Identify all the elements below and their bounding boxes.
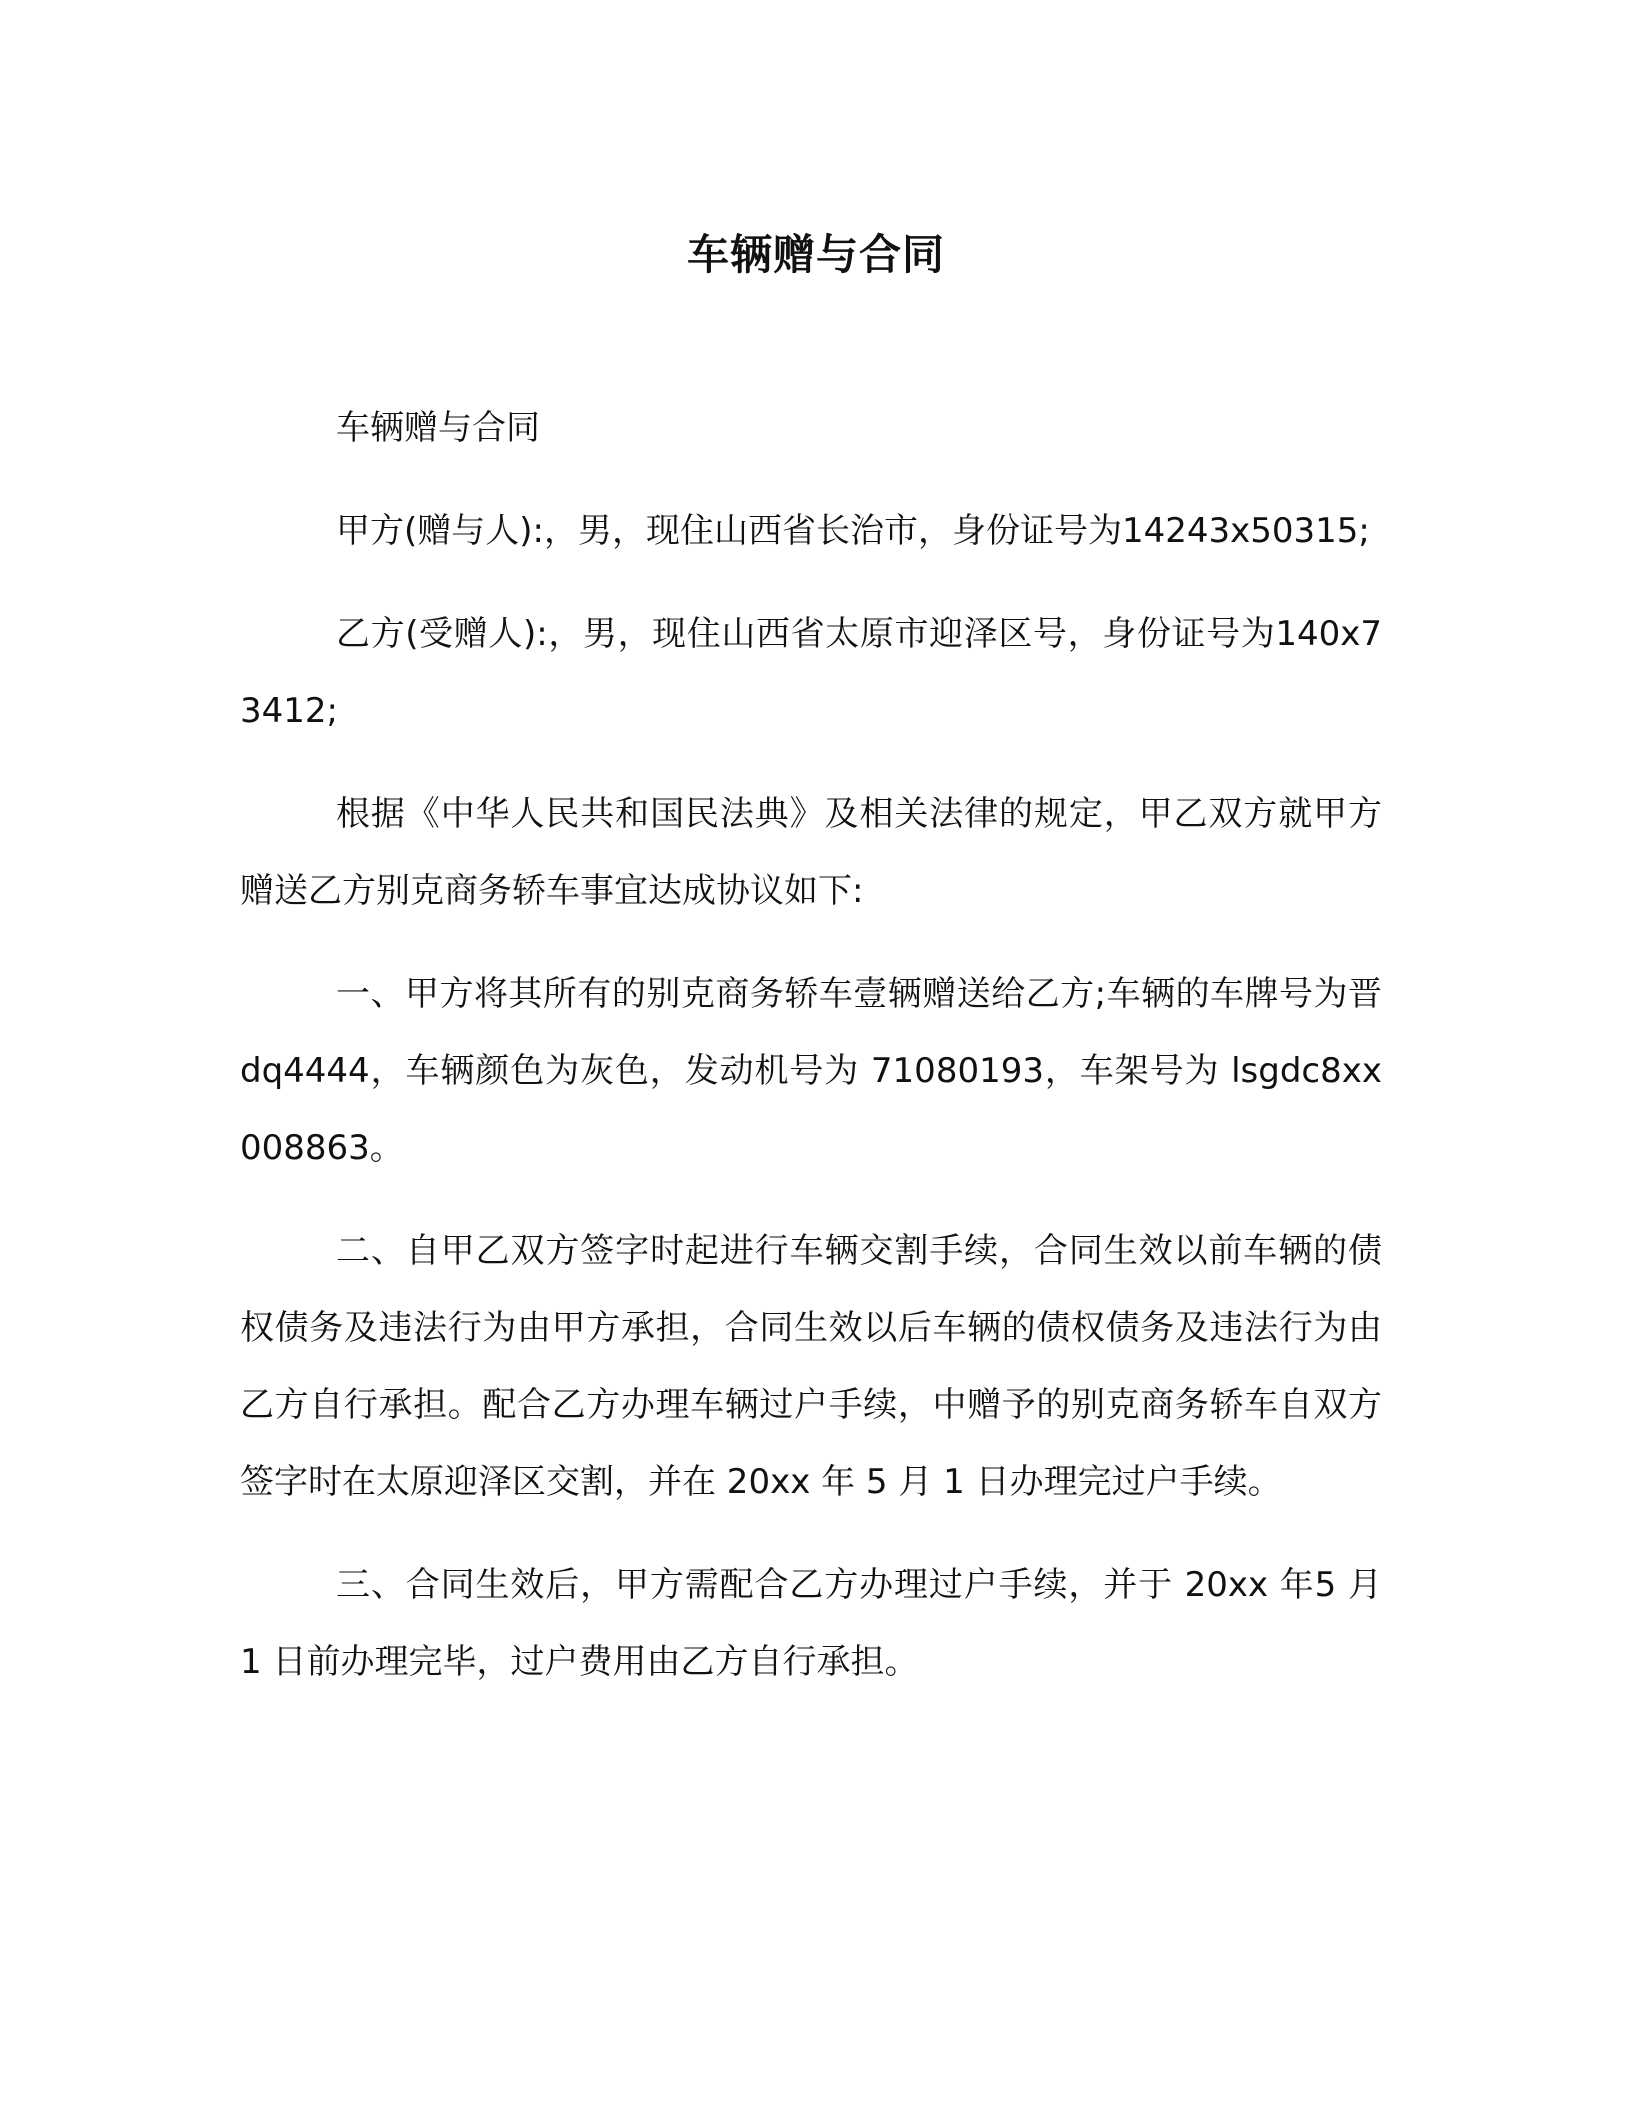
party-b-paragraph: 乙方(受赠人):，男，现住山西省太原市迎泽区号，身份证号为140x73412; [240,614,1382,731]
clause-3-paragraph: 三、合同生效后，甲方需配合乙方办理过户手续，并于 20xx 年5 月 1 日前办理完毕，过户费用由乙方自行承担。 [240,1565,1382,1682]
clause-2-paragraph: 二、自甲乙双方签字时起进行车辆交割手续，合同生效以前车辆的债权债务及违法行为由甲方承担，合同生效以后车辆的债权债务及违法行为由乙方自行承担。配合乙方办理车辆过户手续，中赠予的别克商务轿车自双方签字时在太原迎泽区交割，并在 20xx 年 5 月 1 日办理完过户手续。 [240,1231,1382,1502]
document-body [240,390,1382,1727]
contract-subtitle: 车辆赠与合同 [336,408,540,448]
clause-1-paragraph: 一、甲方将其所有的别克商务轿车壹辆赠送给乙方;车辆的车牌号为晋 dq4444，车辆颜色为灰色，发动机号为 71080193，车架号为 lsgdc8xx008863。 [240,974,1382,1168]
document-title: 车辆赠与合同 [686,230,945,279]
party-a-paragraph: 甲方(赠与人):，男，现住山西省长治市，身份证号为14243x50315; [336,511,1370,551]
legal-basis-paragraph: 根据《中华人民共和国民法典》及相关法律的规定，甲乙双方就甲方赠送乙方别克商务轿车事宜达成协议如下: [240,794,1382,911]
